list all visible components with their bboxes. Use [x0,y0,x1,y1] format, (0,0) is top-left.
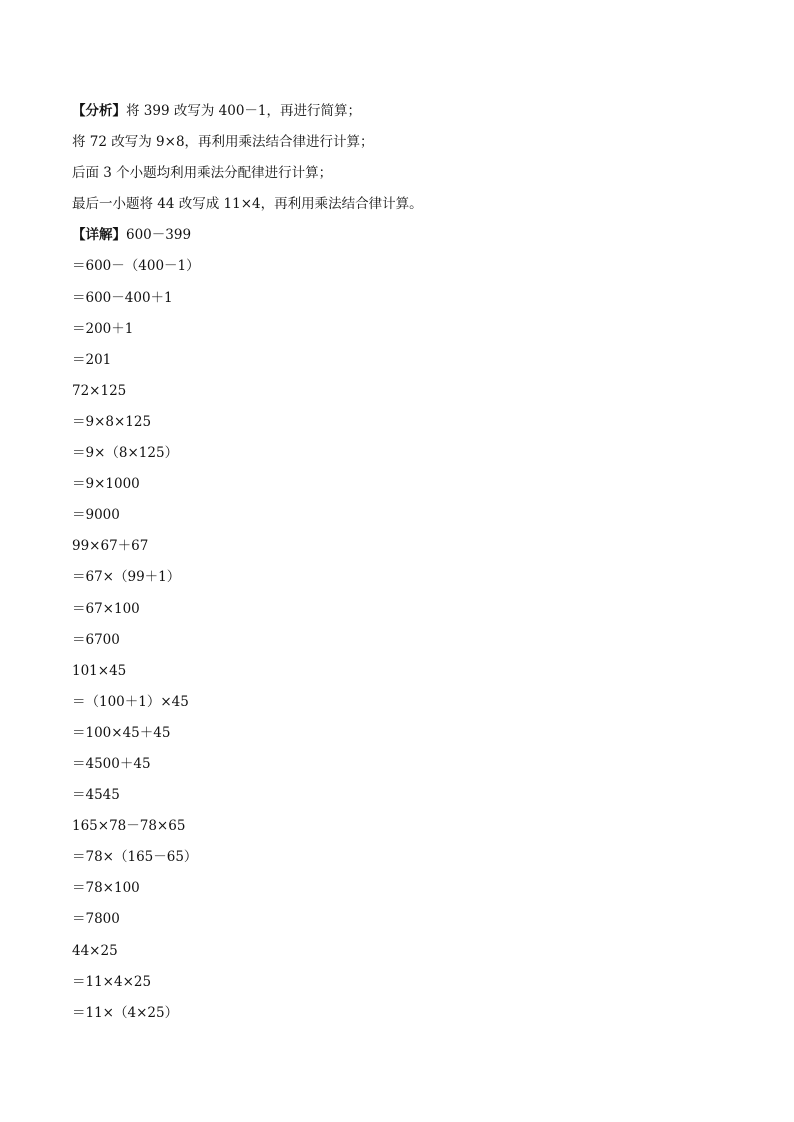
solution-step: ＝11×4×25 [72,973,152,990]
solution-line-1 [72,220,722,251]
solution-step: 101×45 [72,662,127,679]
solution-step: ＝9×（8×125） [72,445,179,462]
document-page [72,96,722,1029]
solution-step: ＝7800 [72,911,120,928]
solution-step: 165×78－78×65 [72,818,186,835]
solution-step: ＝78×100 [72,880,140,897]
solution-step: ＝9×8×125 [72,413,152,430]
solution-step: ＝11×（4×25） [72,1004,179,1021]
solution-step: ＝9×1000 [72,476,140,493]
solution-step: 72×125 [72,382,127,399]
analysis-line-2: 将 72 改写为 9×8，再利用乘法结合律进行计算； [72,134,374,151]
solution-step: ＝600－（400－1） [72,258,200,275]
solution-first-expression: 600－399 [126,227,192,244]
solution-step: ＝（100＋1）×45 [72,693,189,710]
solution-step: ＝600－400＋1 [72,289,173,306]
solution-step: ＝67×100 [72,600,140,617]
solution-step: ＝9000 [72,507,120,524]
analysis-line-4: 最后一小题将 44 改写成 11×4，再利用乘法结合律计算。 [72,196,423,213]
solution-step: ＝78×（165－65） [72,849,198,866]
solution-step: ＝4500＋45 [72,755,151,772]
solution-step: ＝201 [72,351,112,368]
analysis-label: 【分析】 [72,103,126,119]
solution-step: ＝6700 [72,631,120,648]
analysis-line-3: 后面 3 个小题均利用乘法分配律进行计算； [72,165,333,182]
solution-step: 99×67＋67 [72,538,149,555]
solution-label: 【详解】 [72,227,126,244]
analysis-line-1 [72,96,722,127]
solution-step: 44×25 [72,942,118,959]
solution-step: ＝100×45＋45 [72,724,171,741]
analysis-text: 将 399 改写为 400－1，再进行简算； [126,103,361,119]
solution-step: ＝67×（99＋1） [72,569,181,586]
solution-step: ＝200＋1 [72,320,134,337]
solution-step: ＝4545 [72,787,120,804]
